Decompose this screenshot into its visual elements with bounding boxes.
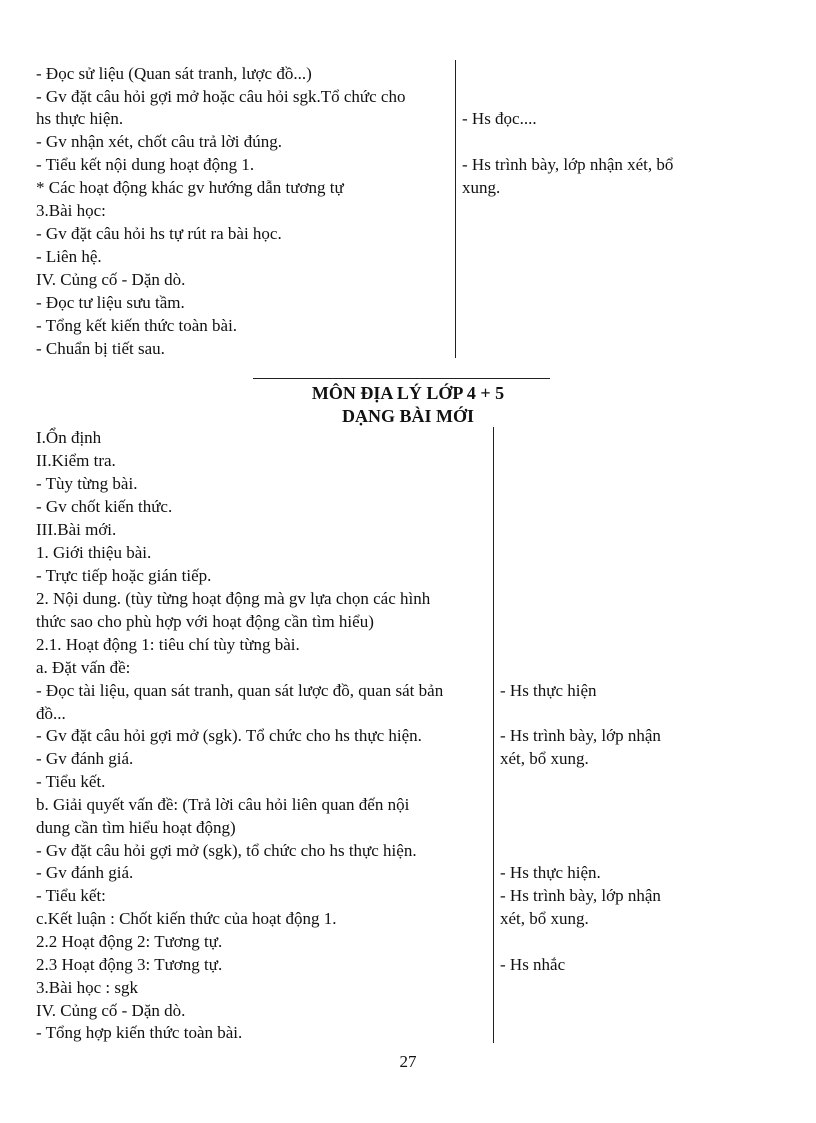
s2-column-divider: [493, 427, 494, 1043]
s2-left-line: đồ...: [36, 704, 66, 723]
s2-left-line: - Gv chốt kiến thức.: [36, 497, 173, 516]
s1-left-line: - Chuẩn bị tiết sau.: [36, 339, 165, 358]
s2-left-line: 1. Giới thiệu bài.: [36, 543, 152, 562]
s2-left-line: dung cần tìm hiểu hoạt động): [36, 818, 236, 837]
s1-right-line: - Hs trình bày, lớp nhận xét, bổ: [462, 155, 674, 174]
section2-subtitle: DẠNG BÀI MỚI: [341, 406, 474, 426]
s2-left-line: - Trực tiếp hoặc gián tiếp.: [36, 566, 212, 585]
s1-column-divider: [455, 60, 456, 358]
s1-left-line: hs thực hiện.: [36, 109, 124, 128]
s2-left-line: a. Đặt vấn đề:: [36, 658, 131, 677]
s1-right-line: xung.: [462, 178, 501, 197]
s2-left-line: - Gv đặt câu hỏi gợi mở (sgk), tổ chức cho hs thực hiện.: [36, 841, 417, 860]
s2-left-line: - Tổng hợp kiến thức toàn bài.: [36, 1023, 243, 1042]
s1-left-line: - Đọc tư liệu sưu tầm.: [36, 293, 185, 312]
s2-left-line: - Tiểu kết:: [36, 886, 106, 905]
s2-right-line: xét, bổ xung.: [500, 909, 589, 928]
section-separator: [253, 378, 550, 379]
s2-right-line: - Hs thực hiện.: [500, 863, 601, 882]
s2-left-line: 3.Bài học : sgk: [36, 978, 138, 997]
s2-left-line: 2.2 Hoạt động 2: Tương tự.: [36, 932, 223, 951]
s2-right-line: - Hs trình bày, lớp nhận: [500, 726, 661, 745]
s1-right-line: - Hs đọc....: [462, 109, 537, 128]
page-number: 27: [399, 1052, 417, 1071]
s2-left-line: 2. Nội dung. (tùy từng hoạt động mà gv lựa chọn các hình: [36, 589, 431, 608]
s1-left-line: - Tiểu kết nội dung hoạt động 1.: [36, 155, 255, 174]
s1-left-line: * Các hoạt động khác gv hướng dẫn tương tự: [36, 178, 344, 197]
s2-left-line: - Gv đánh giá.: [36, 863, 134, 882]
s2-left-line: c.Kết luận : Chốt kiến thức của hoạt động 1.: [36, 909, 337, 928]
s2-left-line: thức sao cho phù hợp với hoạt động cần tìm hiểu): [36, 612, 374, 631]
s2-left-line: - Tiểu kết.: [36, 772, 106, 791]
s1-left-line: - Đọc sử liệu (Quan sát tranh, lược đồ...): [36, 64, 312, 83]
s2-right-line: - Hs nhắc: [500, 955, 566, 974]
s2-left-line: I.Ổn định: [36, 428, 102, 447]
s2-left-line: - Gv đánh giá.: [36, 749, 134, 768]
s2-right-line: - Hs trình bày, lớp nhận: [500, 886, 661, 905]
s2-left-line: II.Kiểm tra.: [36, 451, 116, 470]
s2-left-line: - Gv đặt câu hỏi gợi mở (sgk). Tổ chức cho hs thực hiện.: [36, 726, 422, 745]
section2-title: MÔN ĐỊA LÝ LỚP 4 + 5: [311, 383, 505, 403]
s1-left-line: 3.Bài học:: [36, 201, 106, 220]
s2-right-line: xét, bổ xung.: [500, 749, 589, 768]
s2-left-line: - Đọc tài liệu, quan sát tranh, quan sát lược đồ, quan sát bản: [36, 681, 444, 700]
s2-left-line: 2.1. Hoạt động 1: tiêu chí tùy từng bài.: [36, 635, 300, 654]
s1-left-line: - Gv đặt câu hỏi hs tự rút ra bài học.: [36, 224, 282, 243]
s1-left-line: - Gv đặt câu hỏi gợi mở hoặc câu hỏi sgk.Tổ chức cho: [36, 87, 406, 106]
s2-left-line: III.Bài mới.: [36, 520, 117, 539]
s2-left-line: 2.3 Hoạt động 3: Tương tự.: [36, 955, 223, 974]
s1-left-line: - Gv nhận xét, chốt câu trả lời đúng.: [36, 132, 282, 151]
s2-left-line: b. Giải quyết vấn đề: (Trả lời câu hỏi liên quan đến nội: [36, 795, 410, 814]
s2-left-line: IV. Củng cố - Dặn dò.: [36, 1001, 186, 1020]
s1-left-line: - Liên hệ.: [36, 247, 102, 266]
s1-left-line: IV. Củng cố - Dặn dò.: [36, 270, 186, 289]
s1-left-line: - Tổng kết kiến thức toàn bài.: [36, 316, 238, 335]
s2-right-line: - Hs thực hiện: [500, 681, 597, 700]
s2-left-line: - Tùy từng bài.: [36, 474, 138, 493]
